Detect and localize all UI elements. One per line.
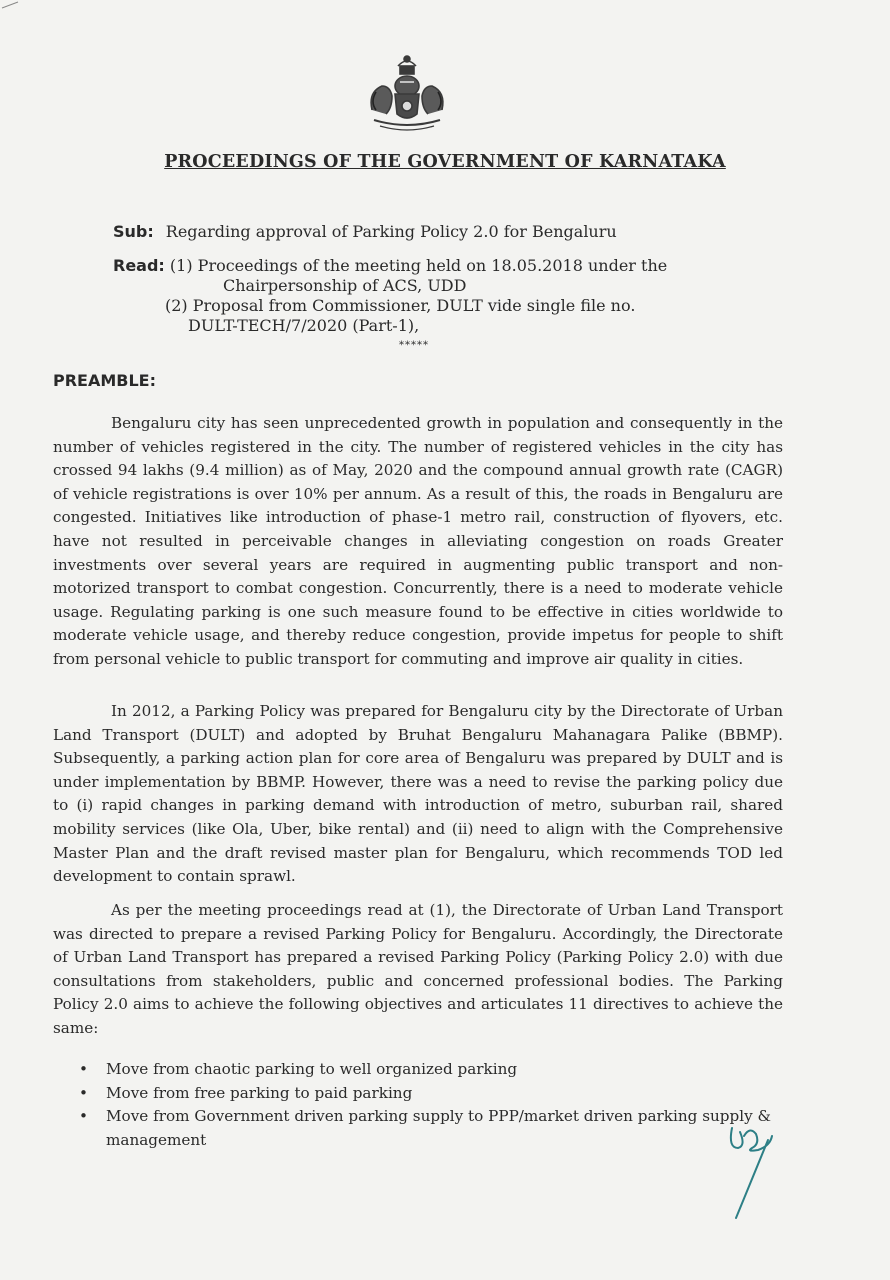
read-references xyxy=(113,256,667,336)
list-item-text: Move from Government driven parking supply to PPP/market driven parking supply & management xyxy=(106,1107,771,1149)
bullet-icon: • xyxy=(79,1083,88,1102)
read-label: Read: xyxy=(113,256,165,275)
list-item xyxy=(53,1082,783,1106)
state-emblem-icon xyxy=(362,52,452,134)
objectives-list xyxy=(53,1058,783,1152)
list-item-text: Move from chaotic parking to well organized parking xyxy=(106,1060,518,1078)
preamble-paragraph-3: As per the meeting proceedings read at (1), the Directorate of Urban Land Transport was directed to prepare a revised Parking Policy for Bengaluru. Accordingly, the Directorate of Urban Land Transport has prepared a revised Parking Policy (Parking Policy 2.0) with due consultations from stakeholders, public and concerned professional bodies. The Parking Policy 2.0 aims to achieve the following objectives and articulates 11 directives to achieve the same: xyxy=(53,901,783,1037)
list-item xyxy=(53,1058,783,1082)
handwritten-signature-icon xyxy=(710,1118,790,1223)
subject-label: Sub: xyxy=(113,222,154,241)
preamble-paragraph-1: Bengaluru city has seen unprecedented growth in population and consequently in the number of vehicles registered in the city. The number of registered vehicles in the city has crossed 94 lakhs (9.4 million) as of May, 2020 and the compound annual growth rate (CAGR) of vehicle registrations is over 10% per annum. As a result of this, the roads in Bengaluru are congested. Initiatives like introduction of phase-1 metro rail, construction of flyovers, etc. have not resulted in perceivable changes in alleviating congestion on roads Greater investments over several years are required in augmenting public transport and non-motorized transport to combat congestion. Concurrently, there is a need to moderate vehicle usage. Regulating parking is one such measure found to be effective in cities worldwide to moderate vehicle usage, and thereby reduce congestion, provide impetus for people to shift from personal vehicle to public transport for commuting and improve air quality in cities. xyxy=(53,414,783,668)
subject-text: Regarding approval of Parking Policy 2.0 for Bengaluru xyxy=(165,222,617,241)
corner-mark xyxy=(0,0,22,10)
preamble-paragraph-2: In 2012, a Parking Policy was prepared for Bengaluru city by the Directorate of Urban Land Transport (DULT) and adopted by Bruhat Bengaluru Mahanagara Palike (BBMP). Subsequently, a parking action plan for core area of Bengaluru was prepared by DULT and is under implementation by BBMP. However, there was a need to revise the parking policy due to (i) rapid changes in parking demand with introduction of metro, suburban rail, shared mobility services (like Ola, Uber, bike rental) and (ii) need to align with the Comprehensive Master Plan and the draft revised master plan for Bengaluru, which recommends TOD led development to contain sprawl. xyxy=(53,702,783,886)
bullet-icon: • xyxy=(79,1060,88,1078)
page-title: PROCEEDINGS OF THE GOVERNMENT OF KARNATAKA xyxy=(164,152,726,172)
subject-line xyxy=(113,222,617,241)
list-item-text: Move from free parking to paid parking xyxy=(106,1083,413,1102)
read-item-2-line-2: DULT-TECH/7/2020 (Part-1), xyxy=(188,316,420,335)
preamble-heading: PREAMBLE: xyxy=(53,371,156,390)
read-item-1-line-2: Chairpersonship of ACS, UDD xyxy=(223,276,467,295)
separator-stars: ***** xyxy=(399,340,429,351)
read-item-1-line-1: (1) Proceedings of the meeting held on 18.05.2018 under the xyxy=(169,256,668,275)
read-item-2-line-1: (2) Proposal from Commissioner, DULT vide single file no. xyxy=(165,296,636,315)
list-item xyxy=(53,1105,783,1152)
bullet-icon: • xyxy=(79,1107,88,1126)
